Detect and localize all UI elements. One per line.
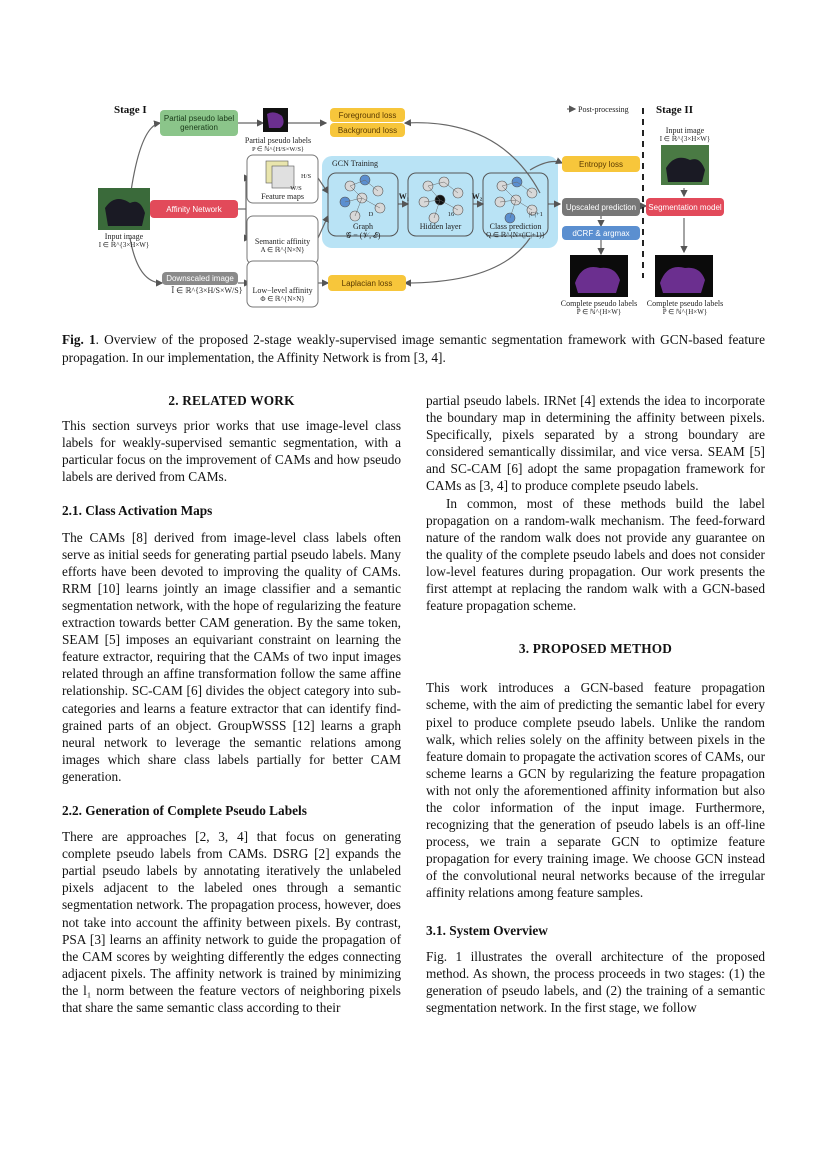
partial-pseudo-labels-label: Partial pseudo labels bbox=[244, 136, 312, 145]
figure-caption bbox=[62, 331, 765, 367]
ws-label: W/S bbox=[290, 185, 302, 192]
stage2-input-image-math: I ∈ ℝ^{3×H×W} bbox=[659, 135, 711, 143]
w2-label: W₂ bbox=[471, 192, 483, 201]
foreground-loss-box: Foreground loss bbox=[330, 108, 405, 122]
input-image-label: Input image bbox=[104, 232, 144, 241]
section-3-title: 3. PROPOSED METHOD bbox=[518, 641, 673, 657]
left-column bbox=[62, 392, 401, 1016]
upscaled-prediction-box: Upscaled prediction bbox=[562, 198, 640, 216]
affinity-network-box: Affinity Network bbox=[150, 200, 238, 218]
section-2-2-continued: partial pseudo labels. IRNet [4] extends the idea to incorporate the boundary map in determining the affinity between pixels. Specifically, pixels separated by a strong boundary are considered semantically dissimilar, and vice versa. SEAM [5] and SC-CAM [6] adopt the same propagation framework for CAMs as [3, 4] to produce complete pseudo labels. bbox=[426, 393, 765, 494]
stage1-label: Stage I bbox=[114, 104, 147, 116]
semantic-affinity-label: Semantic affinity bbox=[254, 237, 311, 246]
partial-pseudo-labels-math: P ∈ ℕ^{H/S×W/S} bbox=[251, 146, 305, 153]
d16-label: 16 bbox=[447, 211, 455, 218]
section-3-text: This work introduces a GCN-based feature propagation scheme, with the aim of predicting the semantic label for every pixel to produce complete pseudo labels. Unlike the random walk, which relies solely on the affinity between pixels in the feature domain to propagate the activation scores of CAMs, our scheme learns a GCN by regularizing the feature propagation with not only the aforementioned affinity information but also the color information of the input image. Furthermore, recognizing that the generation of pseudo labels is an off-line process, we train a separate GCN to optimize feature propagation for every training image. We choose GCN instead of the convolutional neural networks because of the irregular affinity relations among feature samples. bbox=[426, 680, 765, 901]
caption-fig-label: Fig. 1 bbox=[62, 332, 96, 347]
semantic-affinity-math: A ∈ ℝ^{N×N} bbox=[260, 246, 305, 254]
w1-label: W₁ bbox=[398, 192, 410, 201]
complete-pseudo-labels-label: Complete pseudo labels bbox=[560, 299, 638, 308]
section-2-title: 2. RELATED WORK bbox=[168, 393, 295, 408]
partial-pseudo-label-generation-box: Partial pseudo label generation bbox=[160, 110, 238, 136]
section-2-2-paragraph-2: In common, most of these methods build the label propagation on a random-walk mechanism. The feed-forward nature of the random walk does not provide any guarantee on the quality of the complete pseudo labels and does not consider low-level features during propagation. Our work presents the first attempt at replacing the random walk with a GCN-based feature propagation scheme. bbox=[426, 495, 765, 614]
downscaled-image-math: Ĩ ∈ ℝ^{3×H/S×W/S} bbox=[171, 286, 243, 295]
low-level-affinity-math: Φ ∈ ℝ^{N×N} bbox=[260, 295, 305, 303]
laplacian-loss-box: Laplacian loss bbox=[328, 275, 406, 291]
low-level-affinity-label: Low−level affinity bbox=[252, 286, 313, 295]
graph-label: Graph bbox=[353, 222, 373, 231]
subsection-2-2-title: 2.2. Generation of Complete Pseudo Labels bbox=[62, 802, 307, 818]
downscaled-image-box: Downscaled image bbox=[162, 272, 238, 285]
hs-label: H/S bbox=[300, 173, 312, 180]
complete-pseudo-labels-math: P̂ ∈ ℕ^{H×W} bbox=[576, 308, 622, 316]
architecture-figure bbox=[60, 98, 770, 320]
class-prediction-label: Class prediction bbox=[489, 222, 542, 231]
input-image-math: I ∈ ℝ^{3×H×W} bbox=[98, 241, 150, 249]
subsection-3-1-title: 3.1. System Overview bbox=[426, 922, 548, 938]
gcn-training-label: GCN Training bbox=[332, 159, 379, 168]
right-column bbox=[426, 392, 765, 1016]
segmentation-model-box: Segmentation model bbox=[646, 198, 724, 216]
dcrf-argmax-box: dCRF & argmax bbox=[562, 226, 640, 240]
stage2-label: Stage II bbox=[656, 104, 693, 116]
section-2-intro: This section surveys prior works that use image-level class labels for weakly-supervised semantic segmentation, with a particular focus on the improvement of CAMs and how pseudo labels are derived from CAMs. bbox=[62, 418, 401, 485]
caption-text: . Overview of the proposed 2-stage weakly-supervised image semantic segmentation framework with GCN-based feature propagation. In our implementation, the Affinity Network is from [3, 4]. bbox=[62, 332, 765, 365]
d-label: D bbox=[368, 211, 374, 218]
graph-math: 𝒢 = (𝒱, ℰ) bbox=[345, 231, 381, 240]
entropy-loss-box: Entropy loss bbox=[562, 156, 640, 172]
hidden-layer-label: Hidden layer bbox=[419, 222, 462, 231]
complete-pseudo-labels2-math: P̂ ∈ ℕ^{H×W} bbox=[662, 308, 708, 316]
class-prediction-math: Q ∈ ℝ^{N×(|C|+1)} bbox=[486, 231, 545, 239]
stage2-input-image-label: Input image bbox=[665, 126, 705, 135]
post-processing-label: Post-processing bbox=[578, 105, 629, 114]
subsection-2-1-text: The CAMs [8] derived from image-level class labels often serve as initial seeds for generating partial pseudo labels. Many efforts have been devoted to improving the quality of CAMs. RRM [10] learns jointly an image classifier and a semantic segmentation network, with the hope of regularizing the feature extraction towards better CAM generation. By the same token, SEAM [5] imposes an equivariant constraint on learning the feature extractor, requiring that the CAMs of two input images related through an affine transformation follow the same affine relationship. SC-CAM [6] divides the object category into sub-categories and learns a feature extractor that can identify find-grained parts of an object. GroupWSSS [12] learns a graph neural network to leverage the semantic relations among images which share class labels partially for better CAM generation. bbox=[62, 529, 401, 784]
background-loss-box: Background loss bbox=[330, 123, 405, 137]
feature-maps-label: Feature maps bbox=[261, 192, 304, 201]
c1-label: |C|+1 bbox=[529, 211, 543, 218]
subsection-2-2-text: There are approaches [2, 3, 4] that focus on generating complete pseudo labels from CAMs. DSRG [2] expands the partial pseudo labels by annotating iteratively the unlabeled pixels adjacent to the labeled ones through a semantic segmentation network. The propagation process, however, does not take into account the affinity between pixels. By contrast, PSA [3] learns an affinity network to guide the propagation of the CAM scores by weighting differently the edges connecting adjacent pixels. The affinity network is trained by minimizing the l₁ norm between the feature vectors of neighboring pixels that share the same semantic class according to their bbox=[62, 829, 401, 1015]
complete-pseudo-labels2-label: Complete pseudo labels bbox=[646, 299, 724, 308]
subsection-3-1-text: Fig. 1 illustrates the overall architecture of the proposed method. As shown, the process proceeds in two stages: (1) the generation of pseudo labels, and (2) the training of a semantic segmentation network. In the first stage, we follow bbox=[426, 948, 765, 1015]
subsection-2-1-title: 2.1. Class Activation Maps bbox=[62, 503, 213, 519]
